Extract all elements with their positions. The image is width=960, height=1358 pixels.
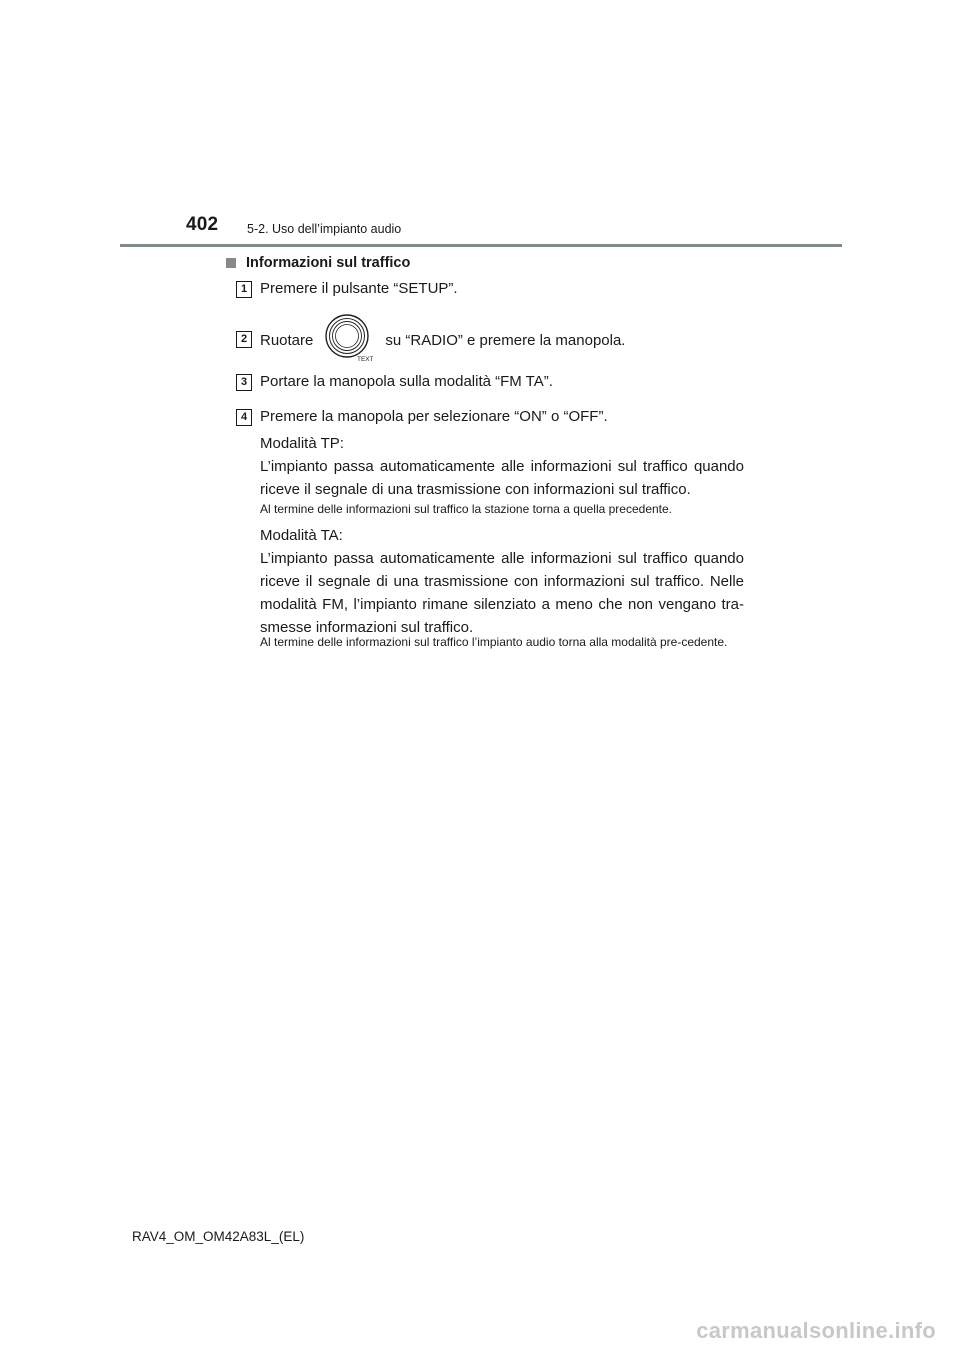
- step-text-4: Premere la manopola per selezionare “ON” o “OFF”.: [260, 408, 608, 425]
- step-number-4: 4: [236, 409, 252, 426]
- step-text-3: Portare la manopola sulla modalità “FM TA”.: [260, 373, 553, 390]
- step-text-2: [260, 315, 625, 365]
- tp-mode-title: Modalità TP:: [260, 435, 344, 452]
- ta-mode-description: L’impianto passa automaticamente alle informazioni sul traffico quando riceve il segnale di una trasmissione con informazioni sul traffico. Nelle modalità FM, l’impianto rimane silenziato a meno che non vengano tra-smesse informazioni sul traffico.: [260, 550, 744, 636]
- step-number-1: 1: [236, 281, 252, 298]
- ta-mode-note: Al termine delle informazioni sul traffico l’impianto audio torna alla modalità pre-cedente.: [260, 635, 728, 649]
- tune-knob-icon: [323, 313, 373, 363]
- step-2-text-after: su “RADIO” e premere la manopola.: [385, 331, 626, 349]
- step-text-1: Premere il pulsante “SETUP”.: [260, 280, 458, 297]
- heading-text: Informazioni sul traffico: [246, 255, 411, 271]
- step-2-text-before: Ruotare: [260, 331, 314, 349]
- section-title: 5-2. Uso dell’impianto audio: [247, 222, 402, 236]
- tp-mode-description: L’impianto passa automaticamente alle informazioni sul traffico quando riceve il segnale di una trasmissione con informazioni sul traffico.: [260, 458, 744, 498]
- ta-mode-block: [260, 524, 744, 639]
- knob-label: TEXT: [357, 356, 374, 363]
- step-number-2: 2: [236, 331, 252, 348]
- section-heading: [226, 255, 410, 271]
- tp-mode-note: Al termine delle informazioni sul traffico la stazione torna a quella precedente.: [260, 502, 673, 516]
- heading-square-icon: [226, 258, 236, 268]
- ta-mode-title: Modalità TA:: [260, 527, 343, 544]
- watermark: carmanualsonline.info: [696, 1318, 936, 1343]
- step-number-3: 3: [236, 374, 252, 391]
- header-divider: [120, 244, 842, 247]
- tp-mode-block: [260, 432, 744, 501]
- document-code-footer: RAV4_OM_OM42A83L_(EL): [132, 1229, 305, 1244]
- page-number: 402: [186, 214, 219, 235]
